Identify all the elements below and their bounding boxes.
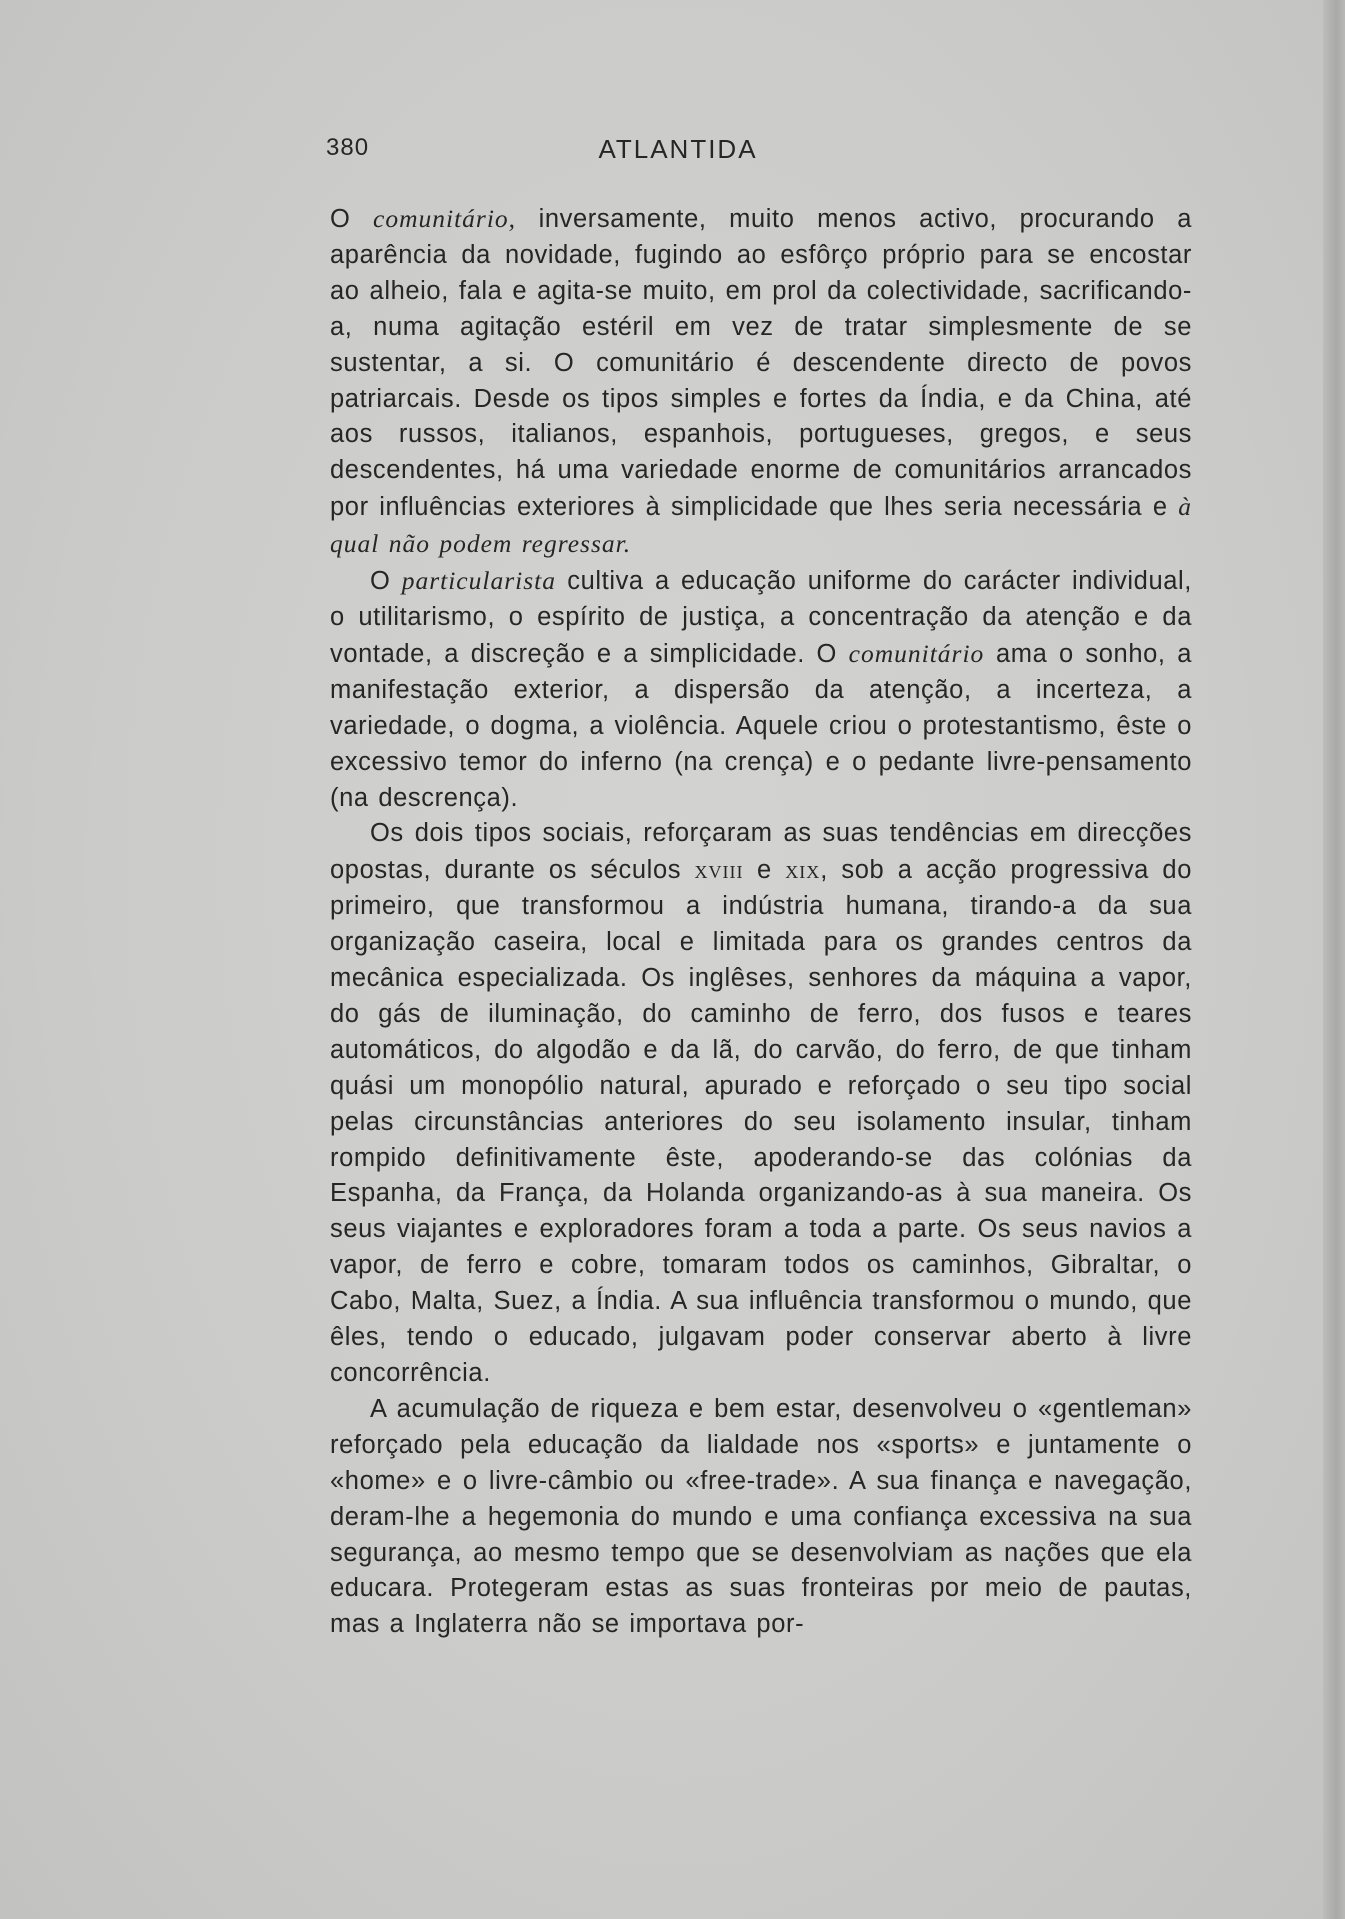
page-header xyxy=(326,134,846,170)
text-run: ama o sonho, a manifestação exterior, a dispersão da atenção, a incerteza, a variedade, o dogma, a violência. Aquele criou o protestantismo, êste o excessivo temor do inferno (na crença) e o pedante livre-pensamento (na descrença). xyxy=(330,639,1193,812)
text-run: , sob a acção progressiva do primeiro, que transformou a indústria humana, tirando-a da sua organização caseira, local e limitada para os grandes centros da mecânica especializada. Os inglêses, senhores da máquina a vapor, do gás de iluminação, do caminho de ferro, dos fusos e teares automáticos, do algodão e da lã, do carvão, do ferro, de que tinham quási um monopólio natural, apurado e reforçado o seu tipo social pelas circunstâncias anteriores do seu isolamento insular, tinham rompido definitivamente êste, apoderando-se das colónias da Espanha, da França, da Holanda organizando-as à sua maneira. Os seus viajantes e exploradores foram a toda a parte. Os seus navios a vapor, de ferro e cobre, tomaram todos os caminhos, Gibraltar, o Cabo, Malta, Suez, a Índia. A sua influência transformou o mundo, que êles, tendo o educado, julgavam poder conservar aberto à livre concorrência. xyxy=(330,856,1192,1387)
italic-term: particularista xyxy=(401,566,556,596)
text-run: inversamente, muito menos activo, procurando a aparência da novidade, fugindo ao esfôrço próprio para se encostar ao alheio, fala e agita-se muito, em prol da colectividade, sacrificando-a, numa agitação estéril em vez de tratar simplesmente de se sustentar, a si. O comunitário é descendente directo de povos patriarcais. Desde os tipos simples e fortes da Índia, e da China, até aos russos, italianos, espanhois, portugueses, gregos, e seus descendentes, há uma variedade enorme de comunitários arrancados por influências exteriores à simplicidade que lhes seria necessária e xyxy=(330,205,1192,522)
page-edge-shadow xyxy=(1323,0,1345,1919)
text-run: Os dois tipos sociais, reforçaram as suas tendências em direcções opostas, durante os séculos xyxy=(330,819,1192,885)
text-run: e xyxy=(743,856,786,885)
century-numeral: xviii xyxy=(694,855,744,885)
body-text xyxy=(330,201,1192,1643)
running-title: ATLANTIDA xyxy=(598,134,758,164)
text-run: cultiva a educação uniforme do carácter individual, o utilitarismo, o espírito de justiça, a concentração da atenção e da vontade, a discreção e a simplicidade. O xyxy=(330,567,1192,668)
page-number: 380 xyxy=(326,134,370,161)
paragraph-3 xyxy=(330,816,1192,1392)
text-run: O xyxy=(330,205,374,233)
italic-term: comunitário, xyxy=(373,204,517,233)
paragraph-1 xyxy=(330,201,1192,563)
text-run: O xyxy=(370,567,402,596)
century-numeral: xix xyxy=(785,855,821,885)
italic-phrase: à qual não podem regressar. xyxy=(330,492,1192,559)
paragraph-4 xyxy=(330,1392,1192,1643)
text-run: A acumulação de riqueza e bem estar, desenvolveu o «gentleman» reforçado pela educação da lialdade nos «sports» e juntamente o «home» e o livre-câmbio ou «free-trade». A sua finança e navegação, deram-lhe a hegemonia do mundo e uma confiança excessiva na sua segurança, ao mesmo tempo que se desenvolviam as nações que ela educara. Protegeram estas as suas fronteiras por meio de pautas, mas a Inglaterra não se importava por- xyxy=(330,1394,1192,1639)
italic-term: comunitário xyxy=(848,638,985,668)
paragraph-2 xyxy=(330,563,1192,816)
